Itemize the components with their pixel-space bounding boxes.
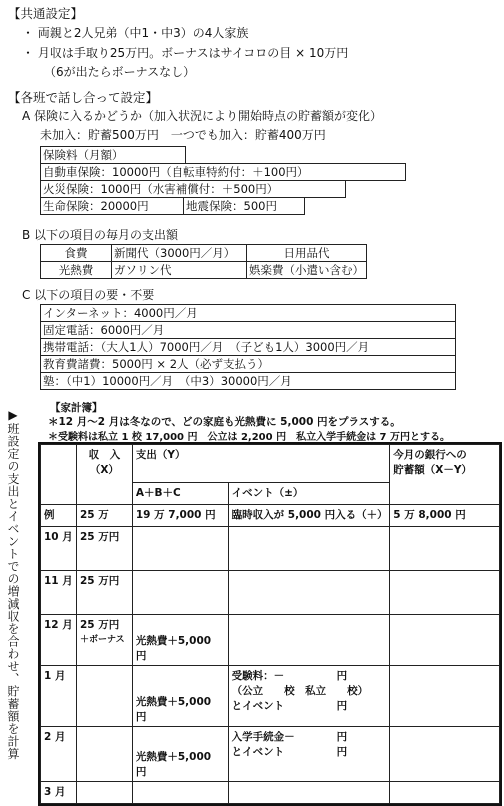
insurance-quake: 地震保険：500円 <box>184 198 305 215</box>
month-jan: 1 月 <box>41 666 77 727</box>
nov-event[interactable] <box>228 571 390 615</box>
mar-income[interactable] <box>76 781 132 803</box>
event-header: イベント（±） <box>228 482 390 504</box>
oct-bank[interactable] <box>390 527 500 571</box>
income-header-x: （X） <box>89 464 119 476</box>
common-income: ・ 月収は手取り25万円。ボーナスはサイコロの目 × 10万円 <box>22 46 349 60</box>
dec-bonus: ＋ボーナス <box>79 635 125 646</box>
dec-income-value: 25 万円 <box>79 619 120 632</box>
common-family: ・ 両親と2人兄弟（中1・中3）の4人家族 <box>22 26 249 40</box>
jan-bank[interactable] <box>390 666 500 727</box>
dec-abc: 光熱費＋5,000 円 <box>132 615 228 666</box>
month-dec: 12 月 <box>41 615 77 666</box>
feb-income[interactable] <box>76 727 132 782</box>
dec-event[interactable] <box>228 615 390 666</box>
oct-income: 25 万円 <box>76 527 132 571</box>
ledger-title: 【家計簿】 <box>50 402 103 414</box>
jan-event-amount: とイベント 円 <box>231 700 348 713</box>
bank-header-1: 今月の銀行への <box>393 449 467 461</box>
jan-abc: 光熱費＋5,000 円 <box>132 666 228 727</box>
example-abc: 19 万 7,000 円 <box>132 504 228 526</box>
income-header-label: 収 入 <box>88 449 121 461</box>
section-c-title: C 以下の項目の要・不要 <box>22 288 155 302</box>
expense-header: 支出（Y） <box>132 445 389 483</box>
oct-abc[interactable] <box>132 527 228 571</box>
insurance-life: 生命保険：20000円 <box>41 198 184 215</box>
b-fun: 娯楽費（小遣い含む） <box>247 262 367 279</box>
nov-abc[interactable] <box>132 571 228 615</box>
ledger-note-2: ＊受験料は私立 1 校 17,000 円 公立は 2,200 円 私立入学手続金は 7 万円とする。 <box>48 432 450 443</box>
feb-admission-fee: 入学手続金－ 円 <box>231 731 348 744</box>
options-table <box>40 304 456 390</box>
feb-bank[interactable] <box>390 727 500 782</box>
bank-header <box>390 445 500 505</box>
c-education: 教育費諸費：5000円 × 2人（必ず支払う） <box>41 356 456 373</box>
group-title: 【各班で話し合って設定】 <box>8 90 159 105</box>
example-bank: 5 万 8,000 円 <box>390 504 500 526</box>
mar-event[interactable] <box>228 781 390 803</box>
month-nov: 11 月 <box>41 571 77 615</box>
insurance-table <box>40 146 406 215</box>
b-light: 光熱費 <box>41 262 112 279</box>
jan-income[interactable] <box>76 666 132 727</box>
side-instruction: ▶班設定の支出とイベントでの増減収を合わせ、貯蓄額を計算 <box>6 408 20 760</box>
nov-bank[interactable] <box>390 571 500 615</box>
c-mobile: 携帯電話：（大人1人）7000円／月 （子ども1人）3000円／月 <box>41 339 456 356</box>
dec-income <box>76 615 132 666</box>
expense-table <box>40 244 367 279</box>
example-label: 例 <box>41 504 77 526</box>
jan-exam-fee: 受験料：－ 円 <box>231 670 348 683</box>
abc-header: A＋B＋C <box>132 482 228 504</box>
b-daily: 日用品代 <box>247 245 367 262</box>
c-juku: 塾：（中1）10000円／月 （中3）30000円／月 <box>41 373 456 390</box>
feb-event <box>228 727 390 782</box>
common-title: 【共通設定】 <box>8 6 84 21</box>
insurance-fire: 火災保険：1000円（水害補償付：＋500円） <box>41 181 346 198</box>
month-oct: 10 月 <box>41 527 77 571</box>
section-a-sub: 未加入：貯蓄500万円 一つでも加入：貯蓄400万円 <box>40 128 326 142</box>
section-a-title: A 保険に入るかどうか（加入状況により開始時点の貯蓄額が変化） <box>22 109 383 123</box>
feb-abc: 光熱費＋5,000 円 <box>132 727 228 782</box>
ledger-corner <box>41 445 77 505</box>
income-header <box>76 445 132 505</box>
bank-header-2: 貯蓄額（X－Y） <box>393 464 472 476</box>
nov-income: 25 万円 <box>76 571 132 615</box>
b-news: 新聞代（3000円／月） <box>112 245 247 262</box>
c-phone: 固定電話：6000円／月 <box>41 322 456 339</box>
jan-exam-schools: （公立 校 私立 校） <box>231 685 369 698</box>
mar-abc[interactable] <box>132 781 228 803</box>
example-income: 25 万 <box>76 504 132 526</box>
feb-event-amount: とイベント 円 <box>231 746 348 759</box>
oct-event[interactable] <box>228 527 390 571</box>
mar-bank[interactable] <box>390 781 500 803</box>
insurance-car: 自動車保険：10000円（自転車特約付：＋100円） <box>41 164 406 181</box>
b-food: 食費 <box>41 245 112 262</box>
ledger-note-1: ＊12 月〜2 月は冬なので、どの家庭も光熱費に 5,000 円をプラスする。 <box>48 416 401 428</box>
month-mar: 3 月 <box>41 781 77 803</box>
month-feb: 2 月 <box>41 727 77 782</box>
insurance-header: 保険料（月額） <box>41 147 186 164</box>
b-gas: ガソリン代 <box>112 262 247 279</box>
household-ledger <box>38 442 502 806</box>
dec-bank[interactable] <box>390 615 500 666</box>
common-bonus-note: （6が出たらボーナスなし） <box>44 65 196 79</box>
example-event: 臨時収入が 5,000 円入る（＋） <box>228 504 390 526</box>
c-internet: インターネット：4000円／月 <box>41 305 456 322</box>
jan-event <box>228 666 390 727</box>
section-b-title: B 以下の項目の毎月の支出額 <box>22 228 179 242</box>
